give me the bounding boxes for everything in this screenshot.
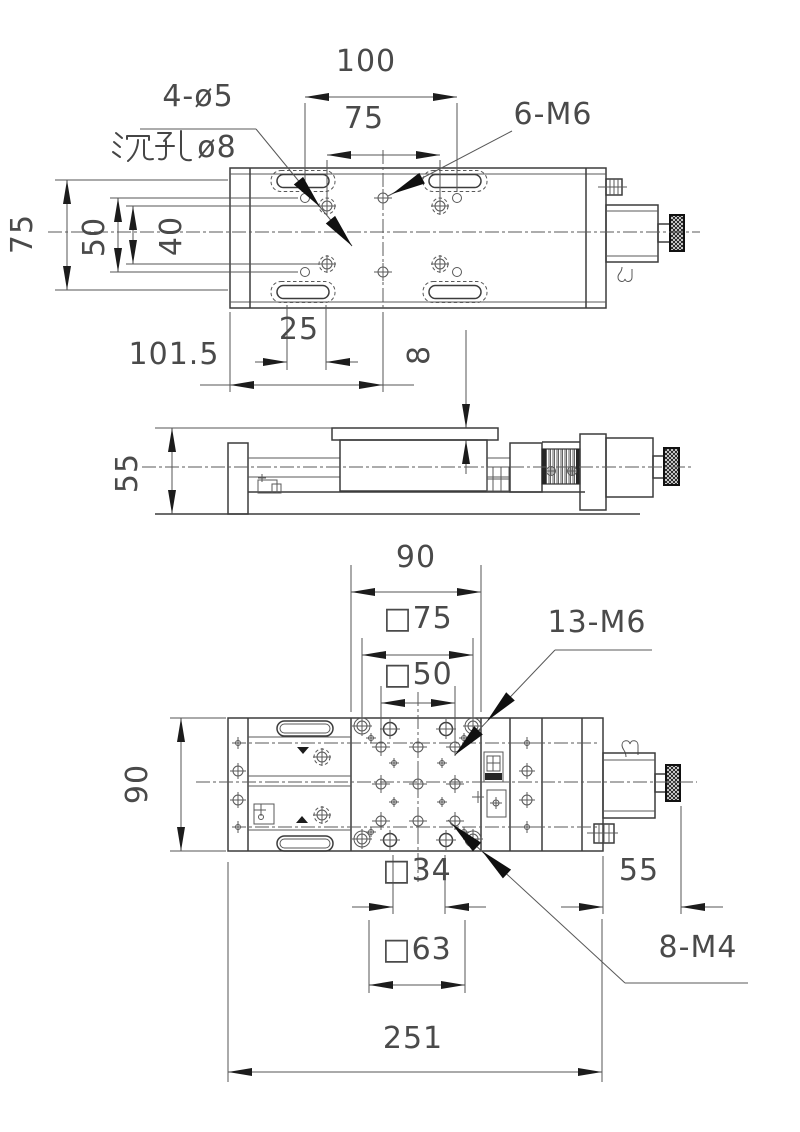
clamp-bolt-top bbox=[598, 179, 627, 195]
stage-body-outline bbox=[230, 168, 606, 308]
dim-label-75v: 75 bbox=[5, 213, 40, 255]
clamp-screw-upper bbox=[484, 752, 503, 782]
dim-label-25: 25 bbox=[278, 312, 320, 347]
dim-40-vertical bbox=[126, 206, 320, 264]
dim-251 bbox=[228, 862, 602, 1082]
dim-label-sq34: □34 bbox=[382, 853, 452, 888]
callout-8-m4 bbox=[448, 820, 748, 983]
dim-label-101-5: 101.5 bbox=[128, 337, 220, 372]
dim-label-75h: 75 bbox=[343, 101, 385, 136]
cable-hook-icon bbox=[618, 267, 632, 281]
dim-label-8: 8 bbox=[402, 344, 437, 366]
bottom-view bbox=[120, 540, 748, 1082]
limit-stop-bracket bbox=[258, 480, 277, 493]
table-hole-pattern bbox=[352, 716, 483, 850]
dim-label-251: 251 bbox=[382, 1021, 444, 1056]
hanzi-chen-kong-glyph bbox=[113, 131, 191, 161]
dim-square34 bbox=[352, 853, 486, 914]
side-view bbox=[110, 428, 694, 514]
callout-counterbore-holes bbox=[113, 79, 352, 246]
dim-square63 bbox=[369, 920, 465, 993]
dim-label-50v: 50 bbox=[77, 216, 112, 258]
dim-90-vertical bbox=[120, 718, 226, 851]
dim-label-sq50: □50 bbox=[383, 657, 453, 692]
micrometer-head-top bbox=[606, 205, 684, 281]
callout-counterbore-suffix: ø8 bbox=[197, 130, 237, 165]
table-plate bbox=[332, 428, 498, 440]
callout-m6-hol es bbox=[388, 97, 592, 196]
callout-13-m6-label: 13-M6 bbox=[547, 605, 647, 640]
dim-label-55-side: 55 bbox=[110, 452, 145, 494]
callout-8-m4-label: 8-M4 bbox=[658, 930, 738, 965]
callout-4-phi5-label: 4-ø5 bbox=[162, 79, 234, 114]
dim-label-40v: 40 bbox=[154, 215, 189, 257]
micrometer-knob-icon bbox=[670, 215, 684, 251]
dim-55-side bbox=[110, 428, 176, 514]
dim-label-55r: 55 bbox=[618, 853, 660, 888]
micrometer-head-bottom bbox=[587, 741, 680, 843]
callout-13-m6 bbox=[455, 605, 652, 755]
dim-101-5 bbox=[129, 312, 414, 392]
dim-label-90v: 90 bbox=[120, 763, 155, 805]
dim-label-sq63: □63 bbox=[382, 932, 452, 967]
end-support-block bbox=[580, 434, 606, 510]
dim-label-sq75: □75 bbox=[383, 601, 453, 636]
dim-8 bbox=[402, 330, 470, 474]
callout-6-m6-label: 6-M6 bbox=[513, 97, 593, 132]
cable-hook-icon bbox=[622, 741, 638, 757]
dim-label-90h: 90 bbox=[395, 540, 437, 575]
dim-75-vertical bbox=[5, 180, 228, 290]
dim-25 bbox=[255, 305, 358, 370]
side-view-outline bbox=[142, 428, 694, 514]
clamp-screw-lower bbox=[472, 790, 506, 817]
top-view bbox=[5, 44, 700, 474]
dim-label-100: 100 bbox=[335, 44, 397, 79]
shaft-step-detail bbox=[487, 467, 509, 491]
micrometer-knob-icon bbox=[666, 765, 680, 801]
dim-55-right bbox=[561, 806, 723, 914]
